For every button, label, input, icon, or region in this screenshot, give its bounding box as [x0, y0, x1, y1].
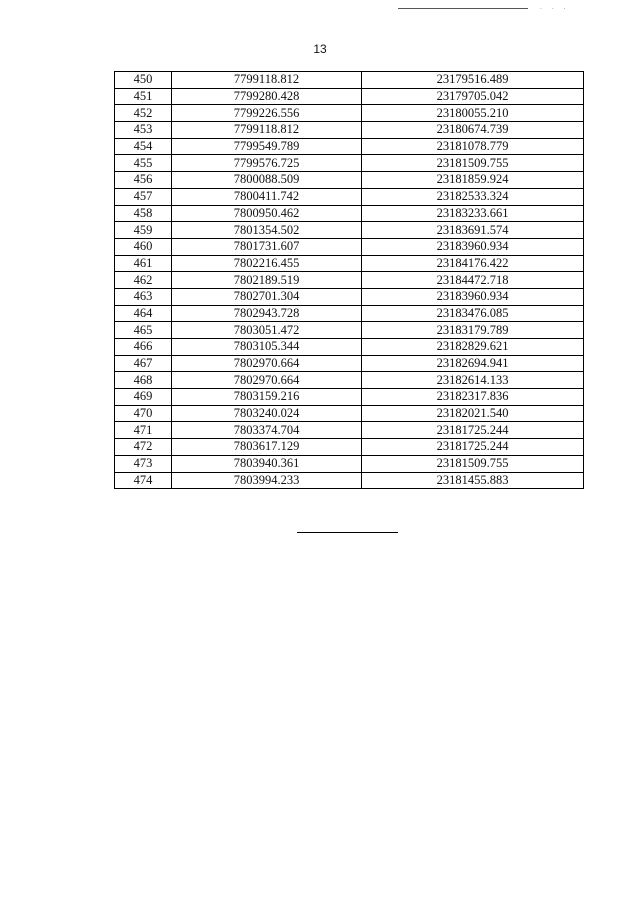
table-row: [115, 455, 584, 472]
table-row: [115, 222, 584, 239]
scan-specks: · · ·: [540, 6, 570, 13]
point-number-cell: 459: [115, 222, 172, 239]
y-coordinate-cell: 23181509.755: [362, 455, 584, 472]
point-number-cell: 458: [115, 205, 172, 222]
point-number-cell: 470: [115, 405, 172, 422]
table-row: [115, 238, 584, 255]
point-number-cell: 463: [115, 288, 172, 305]
x-coordinate-cell: 7802216.455: [172, 255, 362, 272]
point-number-cell: 466: [115, 339, 172, 356]
table-row: [115, 288, 584, 305]
point-number-cell: 461: [115, 255, 172, 272]
x-coordinate-cell: 7803617.129: [172, 439, 362, 456]
point-number-cell: 462: [115, 272, 172, 289]
y-coordinate-cell: 23179516.489: [362, 72, 584, 89]
point-number-cell: 467: [115, 355, 172, 372]
x-coordinate-cell: 7803240.024: [172, 405, 362, 422]
table-row: [115, 172, 584, 189]
x-coordinate-cell: 7802189.519: [172, 272, 362, 289]
point-number-cell: 472: [115, 439, 172, 456]
x-coordinate-cell: 7803105.344: [172, 339, 362, 356]
table-row: [115, 405, 584, 422]
point-number-cell: 454: [115, 138, 172, 155]
table-row: [115, 122, 584, 139]
x-coordinate-cell: 7799280.428: [172, 88, 362, 105]
table-row: [115, 339, 584, 356]
y-coordinate-cell: 23183960.934: [362, 238, 584, 255]
y-coordinate-cell: 23183179.789: [362, 322, 584, 339]
table-row: [115, 422, 584, 439]
x-coordinate-cell: 7801354.502: [172, 222, 362, 239]
point-number-cell: 450: [115, 72, 172, 89]
y-coordinate-cell: 23181455.883: [362, 472, 584, 489]
point-number-cell: 468: [115, 372, 172, 389]
y-coordinate-cell: 23182829.621: [362, 339, 584, 356]
x-coordinate-cell: 7803051.472: [172, 322, 362, 339]
y-coordinate-cell: 23183960.934: [362, 288, 584, 305]
table-row: [115, 439, 584, 456]
table-row: [115, 105, 584, 122]
table-row: [115, 322, 584, 339]
point-number-cell: 464: [115, 305, 172, 322]
table-row: [115, 372, 584, 389]
point-number-cell: 473: [115, 455, 172, 472]
table-row: [115, 272, 584, 289]
point-number-cell: 457: [115, 188, 172, 205]
x-coordinate-cell: 7802970.664: [172, 372, 362, 389]
point-number-cell: 469: [115, 389, 172, 406]
y-coordinate-cell: 23180674.739: [362, 122, 584, 139]
top-scan-line: [398, 8, 528, 9]
x-coordinate-cell: 7803374.704: [172, 422, 362, 439]
point-number-cell: 465: [115, 322, 172, 339]
y-coordinate-cell: 23184176.422: [362, 255, 584, 272]
y-coordinate-cell: 23181509.755: [362, 155, 584, 172]
y-coordinate-cell: 23182614.133: [362, 372, 584, 389]
table-row: [115, 472, 584, 489]
x-coordinate-cell: 7802943.728: [172, 305, 362, 322]
x-coordinate-cell: 7800950.462: [172, 205, 362, 222]
table-row: [115, 72, 584, 89]
y-coordinate-cell: 23182317.836: [362, 389, 584, 406]
x-coordinate-cell: 7799576.725: [172, 155, 362, 172]
point-number-cell: 452: [115, 105, 172, 122]
y-coordinate-cell: 23182694.941: [362, 355, 584, 372]
y-coordinate-cell: 23181725.244: [362, 439, 584, 456]
x-coordinate-cell: 7800411.742: [172, 188, 362, 205]
table-row: [115, 88, 584, 105]
x-coordinate-cell: 7799226.556: [172, 105, 362, 122]
table-row: [115, 305, 584, 322]
point-number-cell: 471: [115, 422, 172, 439]
coordinates-table: [114, 71, 584, 489]
y-coordinate-cell: 23183691.574: [362, 222, 584, 239]
x-coordinate-cell: 7799549.789: [172, 138, 362, 155]
x-coordinate-cell: 7803940.361: [172, 455, 362, 472]
point-number-cell: 474: [115, 472, 172, 489]
table-row: [115, 138, 584, 155]
table-row: [115, 205, 584, 222]
y-coordinate-cell: 23182021.540: [362, 405, 584, 422]
point-number-cell: 455: [115, 155, 172, 172]
page-number: 13: [313, 42, 327, 56]
point-number-cell: 453: [115, 122, 172, 139]
x-coordinate-cell: 7802701.304: [172, 288, 362, 305]
table-row: [115, 188, 584, 205]
table-row: [115, 355, 584, 372]
y-coordinate-cell: 23180055.210: [362, 105, 584, 122]
y-coordinate-cell: 23184472.718: [362, 272, 584, 289]
coordinates-table-body: [115, 72, 584, 489]
y-coordinate-cell: 23179705.042: [362, 88, 584, 105]
end-of-table-rule: [297, 532, 398, 533]
table-row: [115, 155, 584, 172]
x-coordinate-cell: 7799118.812: [172, 122, 362, 139]
point-number-cell: 451: [115, 88, 172, 105]
y-coordinate-cell: 23181078.779: [362, 138, 584, 155]
point-number-cell: 456: [115, 172, 172, 189]
x-coordinate-cell: 7801731.607: [172, 238, 362, 255]
y-coordinate-cell: 23181859.924: [362, 172, 584, 189]
y-coordinate-cell: 23183476.085: [362, 305, 584, 322]
x-coordinate-cell: 7803159.216: [172, 389, 362, 406]
y-coordinate-cell: 23183233.661: [362, 205, 584, 222]
x-coordinate-cell: 7803994.233: [172, 472, 362, 489]
x-coordinate-cell: 7800088.509: [172, 172, 362, 189]
x-coordinate-cell: 7802970.664: [172, 355, 362, 372]
y-coordinate-cell: 23181725.244: [362, 422, 584, 439]
x-coordinate-cell: 7799118.812: [172, 72, 362, 89]
table-row: [115, 389, 584, 406]
y-coordinate-cell: 23182533.324: [362, 188, 584, 205]
table-row: [115, 255, 584, 272]
point-number-cell: 460: [115, 238, 172, 255]
